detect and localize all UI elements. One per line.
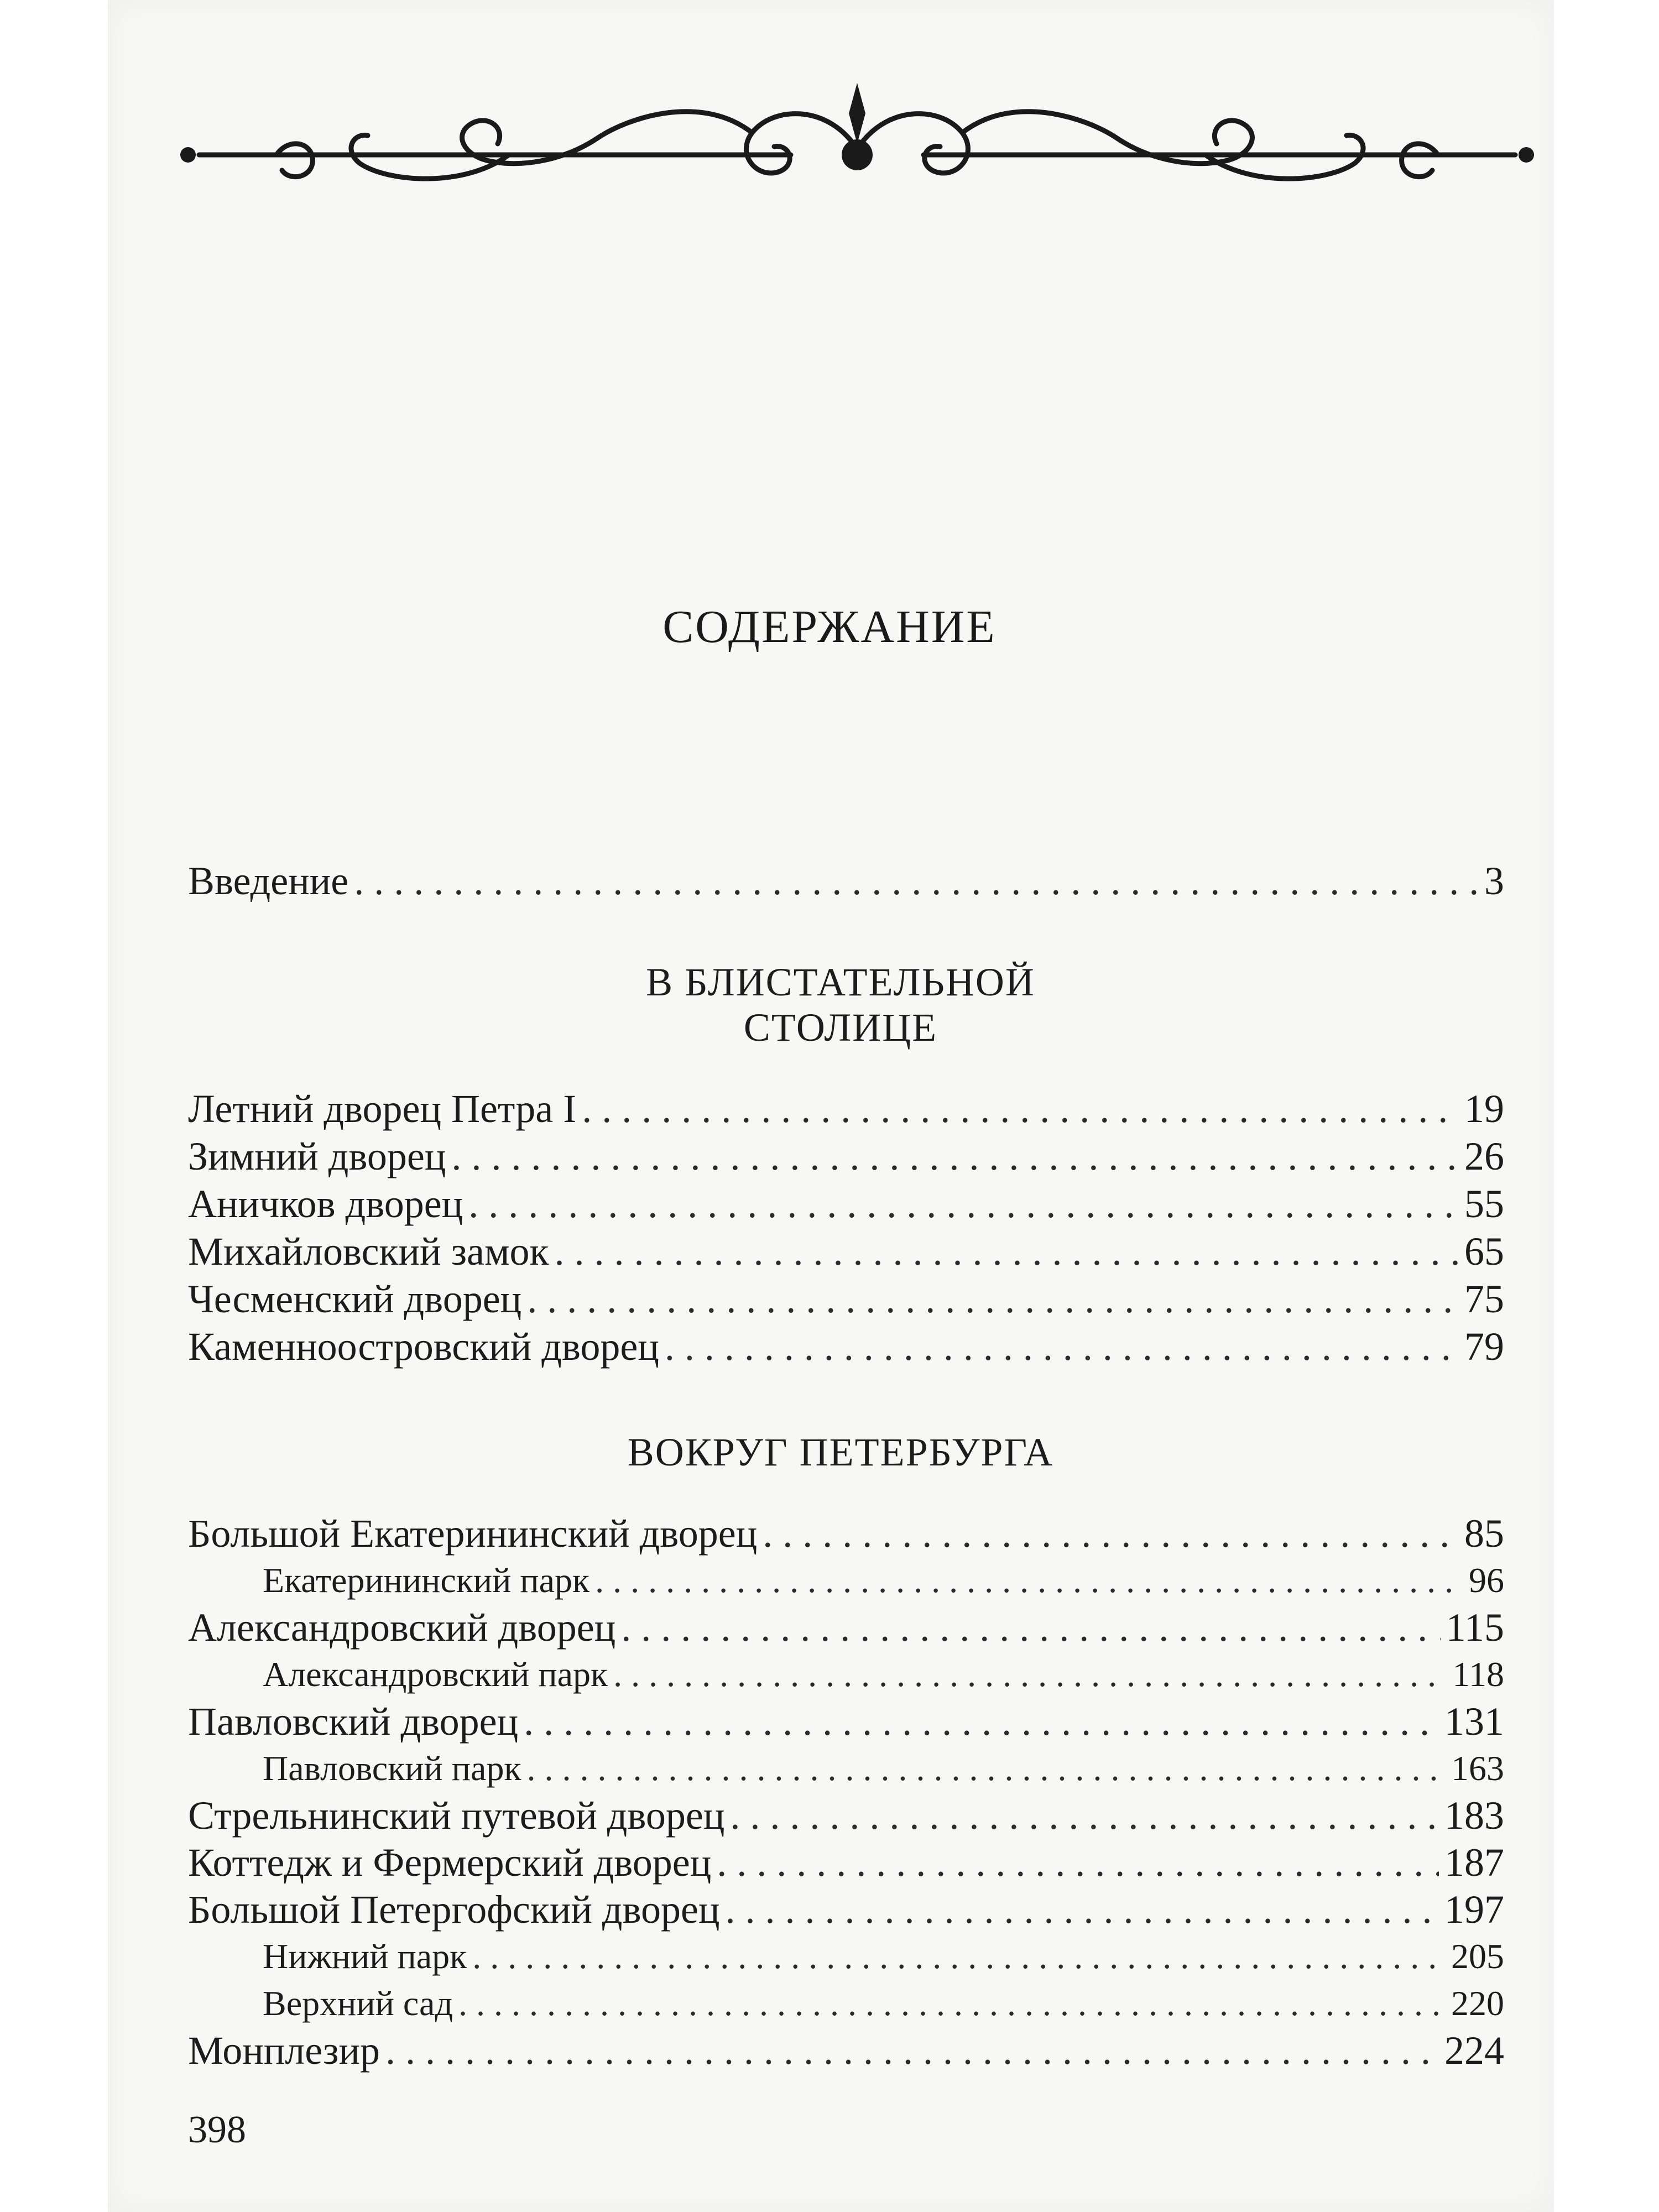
toc-subentry[interactable] xyxy=(263,1933,1504,1980)
toc-entry-label: Чесменский дворец xyxy=(188,1277,522,1321)
toc-entry-page: 187 xyxy=(1444,1840,1504,1885)
leader-dots xyxy=(763,1510,1459,1557)
toc-entry[interactable] xyxy=(188,1180,1504,1228)
toc-entry-label: Каменноостровский дворец xyxy=(188,1324,659,1369)
toc-entry-page: 131 xyxy=(1444,1699,1504,1744)
toc-entry-label: Александровский дворец xyxy=(188,1605,616,1650)
toc-subentry[interactable] xyxy=(263,1745,1504,1792)
toc-subentry[interactable] xyxy=(263,1651,1504,1698)
toc-entry[interactable] xyxy=(188,1510,1504,1557)
toc-entry-label: Александровский парк xyxy=(263,1655,608,1694)
ornament-divider xyxy=(177,72,1537,199)
toc-entry[interactable] xyxy=(188,1604,1504,1651)
toc-entry[interactable] xyxy=(188,1886,1504,1933)
toc-entry-label: Большой Петергофский дворец xyxy=(188,1887,720,1932)
leader-dots xyxy=(385,2027,1439,2074)
toc-entry-page: 163 xyxy=(1451,1749,1504,1788)
toc-entry-page: 55 xyxy=(1464,1182,1504,1226)
toc-entry-label: Зимний дворец xyxy=(188,1134,446,1178)
leader-dots xyxy=(595,1557,1463,1604)
toc-entry-label: Верхний сад xyxy=(263,1984,453,2023)
leader-dots xyxy=(730,1792,1439,1839)
page-title: СОДЕРЖАНИЕ xyxy=(662,601,997,653)
toc-entry-label: Летний дворец Петра I xyxy=(188,1087,577,1131)
toc-entry[interactable] xyxy=(188,1133,1504,1180)
leader-dots xyxy=(458,1980,1446,2027)
toc-entry-label: Монплезир xyxy=(188,2028,380,2073)
toc-subentry[interactable] xyxy=(263,1980,1504,2027)
toc-entry-page: 19 xyxy=(1464,1087,1504,1131)
toc-entry-label: Нижний парк xyxy=(263,1937,467,1976)
leader-dots xyxy=(472,1933,1446,1980)
toc-entry[interactable] xyxy=(188,1839,1504,1886)
leader-dots xyxy=(354,857,1479,905)
page-number: 398 xyxy=(188,2109,246,2151)
toc-entry-page: 79 xyxy=(1464,1324,1504,1369)
toc-entry[interactable] xyxy=(188,2027,1504,2074)
toc-entry[interactable] xyxy=(188,1085,1504,1133)
leader-dots xyxy=(555,1228,1459,1275)
leader-dots xyxy=(726,1886,1439,1933)
toc-entry-page: 75 xyxy=(1464,1277,1504,1321)
leader-dots xyxy=(451,1133,1459,1180)
leader-dots xyxy=(717,1839,1439,1886)
toc-entry-page: 26 xyxy=(1464,1134,1504,1178)
toc-entry[interactable] xyxy=(188,1323,1504,1370)
toc-entry-page: 96 xyxy=(1469,1561,1504,1600)
toc-entry-label: Михайловский замок xyxy=(188,1229,549,1274)
toc-entry-label: Введение xyxy=(188,859,349,903)
toc-entry[interactable] xyxy=(188,1228,1504,1275)
section-heading: В БЛИСТАТЕЛЬНОЙ СТОЛИЦЕ xyxy=(646,960,1035,1050)
toc-entry-page: 197 xyxy=(1444,1887,1504,1932)
toc-entry-label: Екатерининский парк xyxy=(263,1561,590,1600)
toc-entry-page: 183 xyxy=(1444,1793,1504,1838)
leader-dots xyxy=(665,1323,1459,1370)
leader-dots xyxy=(621,1604,1440,1651)
leader-dots xyxy=(527,1745,1446,1792)
toc-entry-page: 3 xyxy=(1484,859,1504,903)
toc-entry-page: 220 xyxy=(1451,1984,1504,2023)
toc-entry-label: Стрельнинский путевой дворец xyxy=(188,1793,725,1838)
toc-entry[interactable] xyxy=(188,1275,1504,1323)
toc-entry-intro[interactable] xyxy=(188,857,1504,905)
section-heading: ВОКРУГ ПЕТЕРБУРГА xyxy=(627,1430,1054,1474)
leader-dots xyxy=(524,1698,1439,1745)
toc-entry-label: Коттедж и Фермерский дворец xyxy=(188,1840,712,1885)
toc-entry-label: Аничков дворец xyxy=(188,1182,463,1226)
leader-dots xyxy=(582,1085,1459,1133)
toc-entry-label: Павловский парк xyxy=(263,1749,521,1788)
toc-entry-page: 224 xyxy=(1444,2028,1504,2073)
toc-entry-page: 85 xyxy=(1464,1511,1504,1556)
toc-entry-page: 65 xyxy=(1464,1229,1504,1274)
leader-dots xyxy=(613,1651,1447,1698)
toc-subentry[interactable] xyxy=(263,1557,1504,1604)
leader-dots xyxy=(527,1275,1459,1323)
toc-entry-page: 205 xyxy=(1451,1937,1504,1976)
leader-dots xyxy=(468,1180,1459,1228)
toc-entry-label: Большой Екатерининский дворец xyxy=(188,1511,758,1556)
toc-entry-label: Павловский дворец xyxy=(188,1699,519,1744)
toc-entry[interactable] xyxy=(188,1792,1504,1839)
toc-entry-page: 118 xyxy=(1452,1655,1504,1694)
toc-entry[interactable] xyxy=(188,1698,1504,1745)
toc-entry-page: 115 xyxy=(1446,1605,1504,1650)
